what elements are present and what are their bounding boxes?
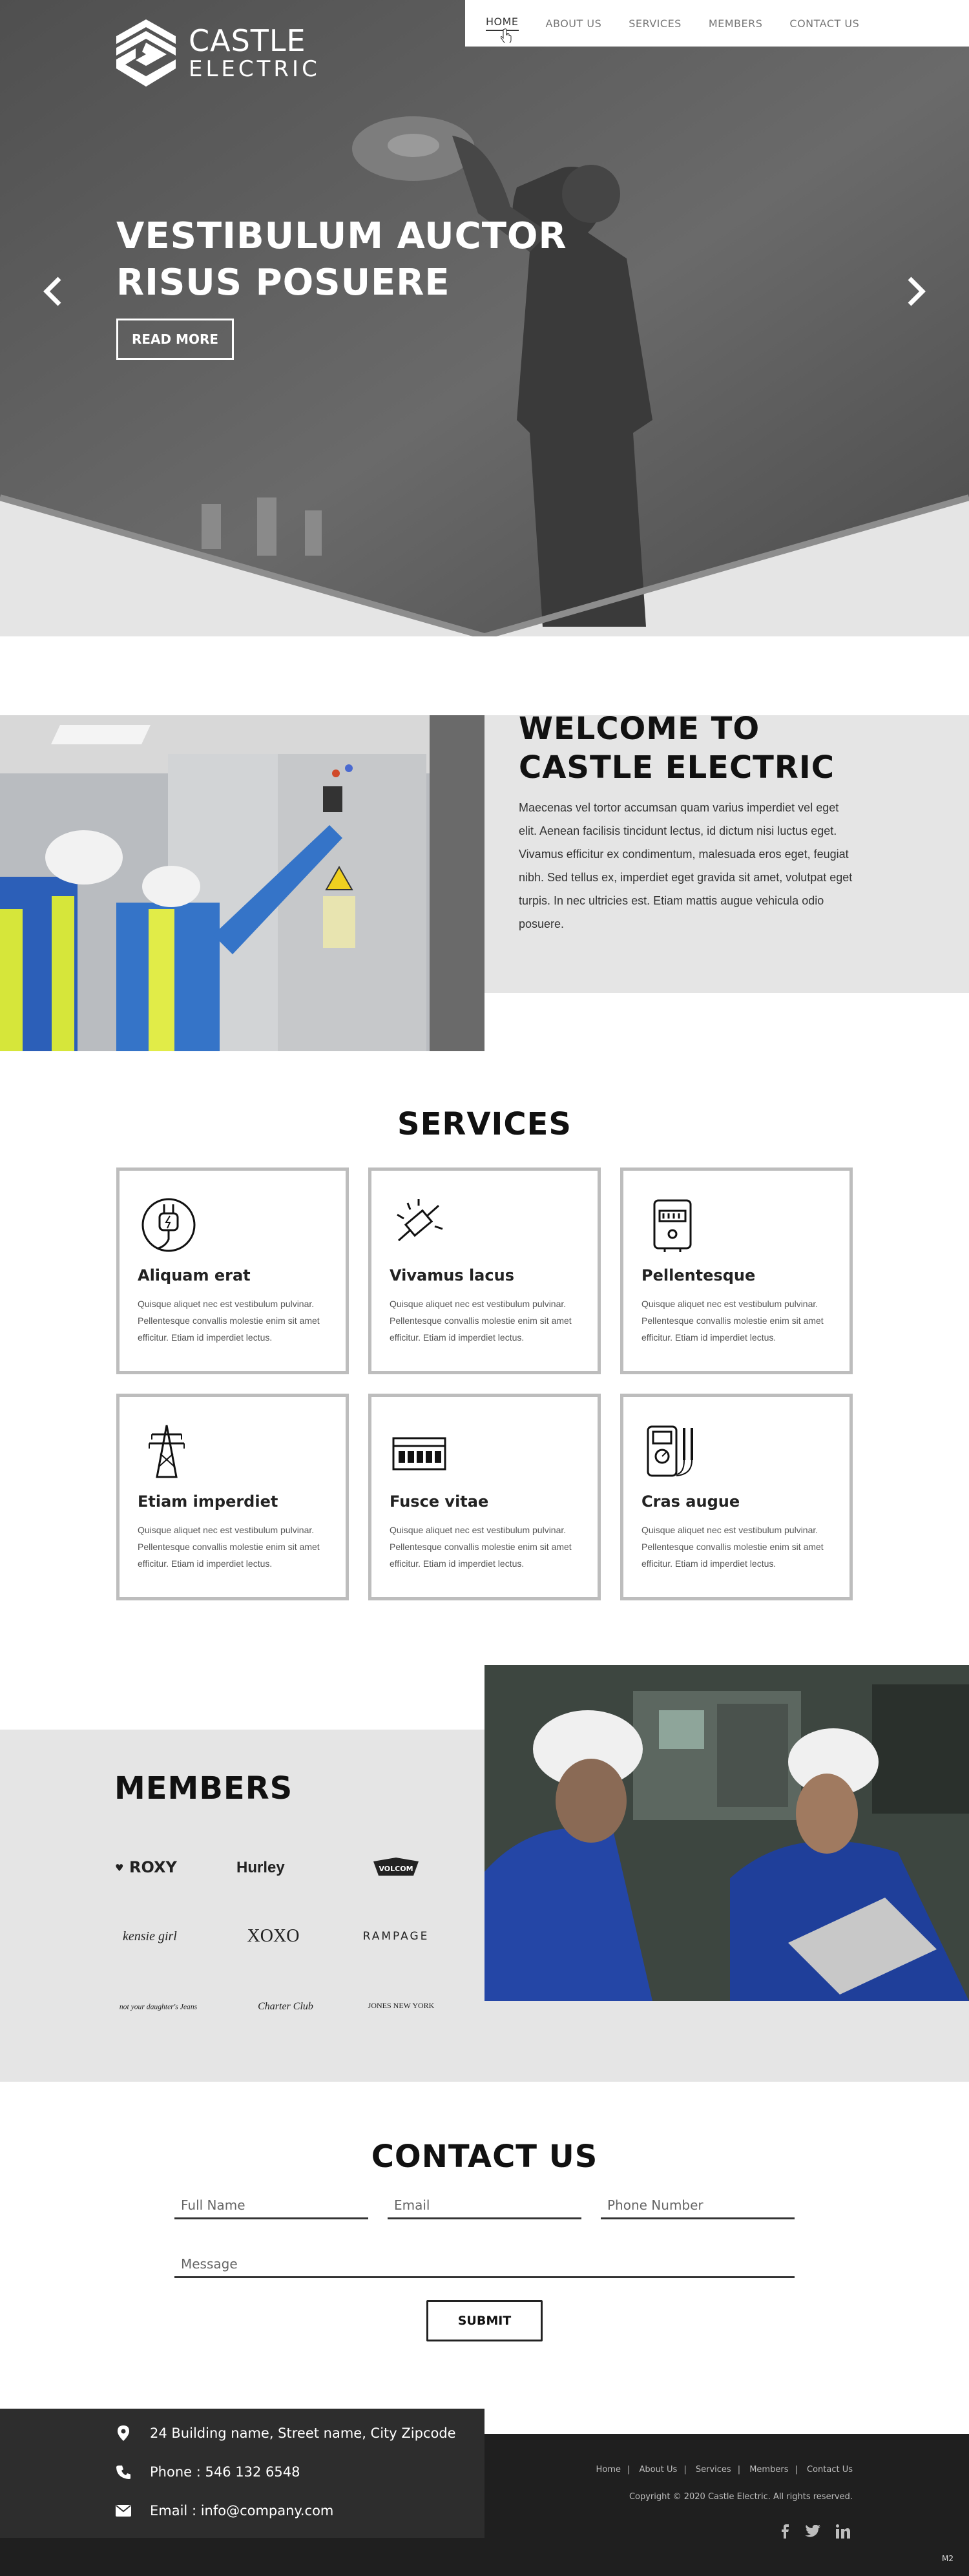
map-pin-icon xyxy=(115,2425,132,2442)
service-card-description: Quisque aliquet nec est vestibulum pulvinar. Pellentesque convallis molestie enim sit amet efficitur. Etiam id imperdiet lectus. xyxy=(390,1525,572,1569)
service-card-description: Quisque aliquet nec est vestibulum pulvinar. Pellentesque convallis molestie enim sit amet efficitur. Etiam id imperdiet lectus. xyxy=(390,1299,572,1343)
brand-name: JONES NEW YORK xyxy=(368,2001,435,2010)
service-card[interactable] xyxy=(368,1168,601,1374)
footer-email-text: Email : info@company.com xyxy=(150,2503,334,2518)
copyright-text: Copyright © 2020 Castle Electric. All rights reserved. xyxy=(629,2492,853,2502)
plug-icon xyxy=(138,1195,196,1253)
chevron-left-icon[interactable] xyxy=(40,275,66,308)
logo[interactable] xyxy=(116,19,320,87)
nav-item-home[interactable]: HOME xyxy=(486,16,519,31)
footer-email xyxy=(115,2502,333,2519)
castle-logo-icon xyxy=(116,19,176,87)
brand-name: Hurley xyxy=(236,1859,285,1876)
nav-item-members[interactable]: MEMBERS xyxy=(708,17,763,30)
twitter-icon[interactable] xyxy=(804,2523,821,2540)
linkedin-icon[interactable] xyxy=(835,2523,851,2540)
contact-title: CONTACT US xyxy=(371,2139,598,2175)
brand-logo-kensie-girl xyxy=(97,1916,207,1954)
services-title: SERVICES xyxy=(397,1106,572,1142)
service-card[interactable] xyxy=(116,1394,349,1600)
footer-link-contact-us[interactable]: Contact Us xyxy=(807,2465,853,2475)
circuit-breaker-icon xyxy=(390,1421,448,1480)
facebook-icon[interactable] xyxy=(776,2523,793,2540)
hero-title-line1: VESTIBULUM AUCTOR xyxy=(116,215,567,257)
chevron-right-icon[interactable] xyxy=(903,275,929,308)
footer-link-members[interactable]: Members xyxy=(749,2465,789,2475)
service-card-title: Etiam imperdiet xyxy=(138,1492,278,1511)
footer-address-text: 24 Building name, Street name, City Zipcode xyxy=(150,2425,456,2441)
service-card[interactable] xyxy=(116,1168,349,1374)
brand-name: not your daughter's Jeans xyxy=(119,2002,198,2011)
submit-button[interactable]: SUBMIT xyxy=(426,2300,543,2341)
footer-address xyxy=(115,2425,456,2442)
brand-logo-charter-club xyxy=(231,1987,340,2026)
message-field[interactable] xyxy=(174,2246,795,2278)
full-name-field[interactable] xyxy=(174,2187,368,2219)
electric-meter-icon xyxy=(641,1195,700,1253)
power-tower-icon xyxy=(138,1421,196,1480)
service-card-description: Quisque aliquet nec est vestibulum pulvinar. Pellentesque convallis molestie enim sit amet efficitur. Etiam id imperdiet lectus. xyxy=(138,1299,320,1343)
brand-name: Charter Club xyxy=(258,2001,313,2012)
footer-link-services[interactable]: Services xyxy=(695,2465,731,2475)
welcome-title-line1: WELCOME TO xyxy=(519,711,760,747)
service-card[interactable] xyxy=(620,1394,853,1600)
top-navigation xyxy=(465,0,969,47)
welcome-photo xyxy=(0,715,484,1051)
fuse-icon xyxy=(390,1195,448,1253)
footer-phone-text: Phone : 546 132 6548 xyxy=(150,2464,300,2480)
hero-title xyxy=(116,213,633,306)
service-card-description: Quisque aliquet nec est vestibulum pulvinar. Pellentesque convallis molestie enim sit amet efficitur. Etiam id imperdiet lectus. xyxy=(641,1525,824,1569)
service-card-title: Aliquam erat xyxy=(138,1266,251,1284)
brand-name: kensie girl xyxy=(123,1929,177,1943)
logo-name-line1: CASTLE xyxy=(189,23,306,58)
footer-phone xyxy=(115,2464,300,2480)
service-card-title: Vivamus lacus xyxy=(390,1266,514,1284)
read-more-button[interactable]: READ MORE xyxy=(116,319,234,360)
footer-link-about-us[interactable]: About Us xyxy=(639,2465,678,2475)
service-card[interactable] xyxy=(620,1168,853,1374)
hero-title-line2: RISUS POSUERE xyxy=(116,262,450,304)
corner-badge: M2 xyxy=(942,2554,953,2563)
hero-section xyxy=(0,0,969,636)
brand-logo-xoxo xyxy=(218,1916,328,1954)
svg-text:♥: ♥ xyxy=(115,1862,124,1874)
brand-logo-roxy xyxy=(115,1847,225,1885)
email-field[interactable] xyxy=(388,2187,581,2219)
footer-link-home[interactable]: Home xyxy=(596,2465,621,2475)
nav-item-about-us[interactable]: ABOUT US xyxy=(545,17,602,30)
brand-name: RAMPAGE xyxy=(362,1930,430,1943)
members-title: MEMBERS xyxy=(114,1770,293,1806)
members-photo xyxy=(484,1665,969,2001)
brand-name: ROXY xyxy=(129,1858,177,1876)
brand-name: VOLCOM xyxy=(379,1865,413,1873)
phone-number-field[interactable] xyxy=(601,2187,795,2219)
nav-item-services[interactable]: SERVICES xyxy=(629,17,682,30)
welcome-title-line2: CASTLE ELECTRIC xyxy=(519,749,835,786)
logo-name-line2: ELECTRIC xyxy=(189,56,320,82)
multimeter-icon xyxy=(641,1421,700,1480)
brand-logo-rampage xyxy=(341,1916,451,1954)
brand-logo-jones-new-york xyxy=(346,1987,456,2026)
nav-item-contact-us[interactable]: CONTACT US xyxy=(789,17,860,30)
service-card-description: Quisque aliquet nec est vestibulum pulvinar. Pellentesque convallis molestie enim sit amet efficitur. Etiam id imperdiet lectus. xyxy=(138,1525,320,1569)
welcome-paragraph: Maecenas vel tortor accumsan quam varius imperdiet vel eget elit. Aenean facilisis tincidunt lectus, id dictum nisi luctus eget. Vivamus efficitur ex condimentum, malesuada eros eget, feugiat nibh. Sed tellus ex, imperdiet eget gravida sit amet, volutpat eget turpis. In nec ultricies est. Etiam mattis augue vehicula odio posuere. xyxy=(519,801,853,930)
service-card-title: Fusce vitae xyxy=(390,1492,489,1511)
brand-name: XOXO xyxy=(247,1926,300,1946)
footer-links: Home | About Us | Services | Members | Contact Us xyxy=(596,2465,853,2475)
hand-cursor-icon xyxy=(501,28,512,43)
service-card-description: Quisque aliquet nec est vestibulum pulvinar. Pellentesque convallis molestie enim sit amet efficitur. Etiam id imperdiet lectus. xyxy=(641,1299,824,1343)
service-card[interactable] xyxy=(368,1394,601,1600)
service-card-title: Pellentesque xyxy=(641,1266,756,1284)
service-card-title: Cras augue xyxy=(641,1492,740,1511)
welcome-title xyxy=(519,709,835,787)
envelope-icon xyxy=(115,2502,132,2519)
phone-icon xyxy=(115,2464,132,2480)
brand-logo-nydj xyxy=(103,1987,213,2026)
brand-logo-volcom xyxy=(341,1847,451,1885)
brand-logo-hurley xyxy=(218,1847,328,1885)
